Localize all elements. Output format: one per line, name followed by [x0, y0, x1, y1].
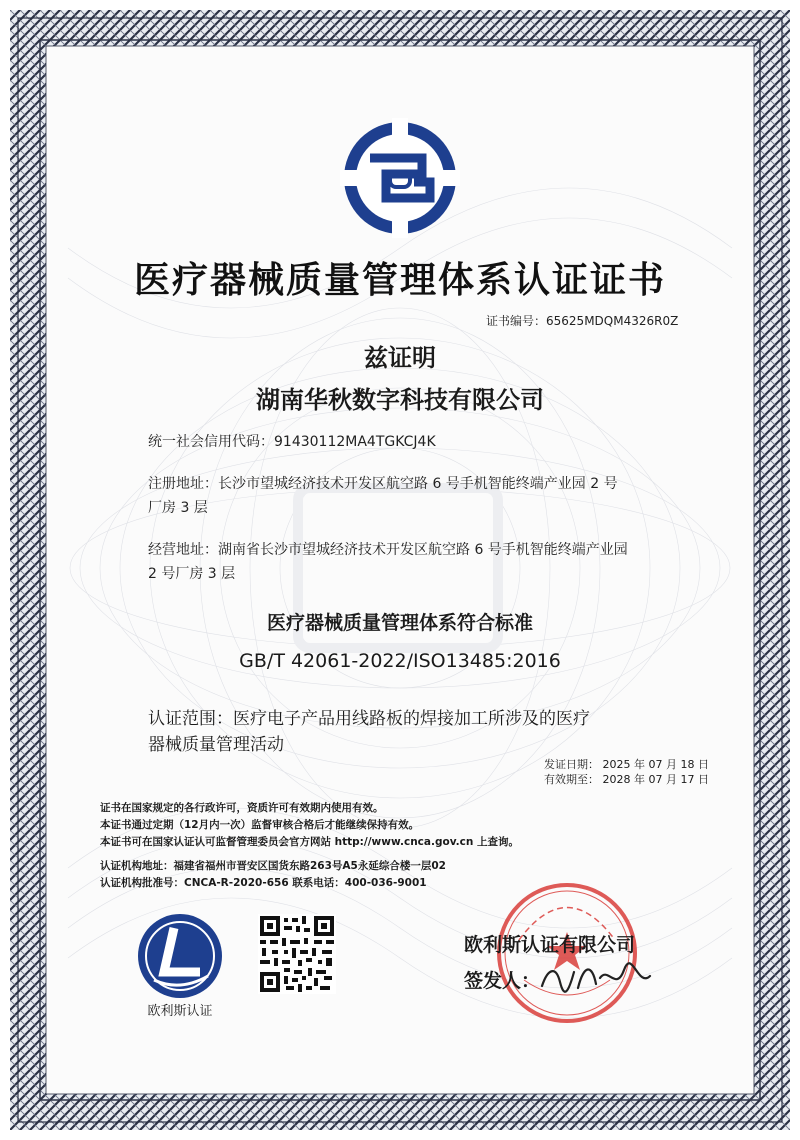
signer-label: 签发人： — [464, 970, 541, 992]
hereby-heading: 兹证明 — [364, 344, 436, 372]
issue-date: 发证日期： 2025 年 07 月 18 日 — [544, 758, 709, 771]
cert-no-label: 证书编号： — [486, 314, 547, 328]
credit-code-value: 91430112MA4TGKCJ4K — [274, 434, 436, 450]
certification-emblem-icon — [340, 118, 460, 238]
reg-address-label: 注册地址： — [148, 476, 218, 492]
validity-notes — [100, 800, 519, 851]
operating-address — [148, 538, 708, 586]
standard-code: GB/T 42061-2022/ISO13485:2016 — [239, 650, 561, 672]
op-address-label: 经营地址： — [148, 542, 218, 558]
reg-address-line1: 长沙市望城经济技术开发区航空路 6 号手机智能终端产业园 2 号 — [218, 476, 618, 492]
note-line: 本证书可在国家认证认可监督管理委员会官方网站 http://www.cnca.gov.cn 上查询。 — [100, 836, 520, 848]
scope-line1: 认证范围：医疗电子产品用线路板的焊接加工所涉及的医疗 — [148, 709, 590, 729]
cert-no-value: 65625MDQM4326R0Z — [546, 314, 679, 328]
certification-scope — [148, 706, 668, 758]
credit-code — [148, 430, 436, 454]
validity-dates — [544, 757, 709, 787]
agency-approval: 认证机构批准号：CNCA-R-2020-656 联系电话：400-036-9001 — [100, 877, 427, 889]
certificate-title: 医疗器械质量管理体系认证证书 — [133, 260, 666, 301]
op-address-line2: 2 号厂房 3 层 — [148, 566, 236, 582]
agency-address: 认证机构地址：福建省福州市晋安区国货东路263号A5永延综合楼一层02 — [100, 860, 446, 872]
agency-info — [100, 858, 446, 892]
expiry-date: 有效期至： 2028 年 07 月 17 日 — [544, 773, 709, 786]
credit-code-label: 统一社会信用代码： — [148, 434, 274, 450]
handwritten-signature — [538, 958, 658, 1005]
issuer-name: 欧利斯认证有限公司 — [464, 934, 636, 956]
ollis-logo-icon — [134, 910, 226, 1002]
standard-title: 医疗器械质量管理体系符合标准 — [266, 612, 533, 634]
scope-line2: 器械质量管理活动 — [148, 735, 284, 755]
registered-address — [148, 472, 708, 520]
note-line: 证书在国家规定的各行政许可，资质许可有效期内使用有效。 — [100, 802, 384, 814]
certificate-number — [486, 312, 678, 329]
company-name: 湖南华秋数字科技有限公司 — [256, 386, 544, 414]
note-line: 本证书通过定期（12月内一次）监督审核合格后才能继续保持有效。 — [100, 819, 420, 831]
op-address-line1: 湖南省长沙市望城经济技术开发区航空路 6 号手机智能终端产业园 — [218, 542, 628, 558]
qr-code-icon — [258, 914, 336, 994]
brand-caption: 欧利斯认证 — [147, 1004, 213, 1019]
reg-address-line2: 厂房 3 层 — [148, 500, 208, 516]
